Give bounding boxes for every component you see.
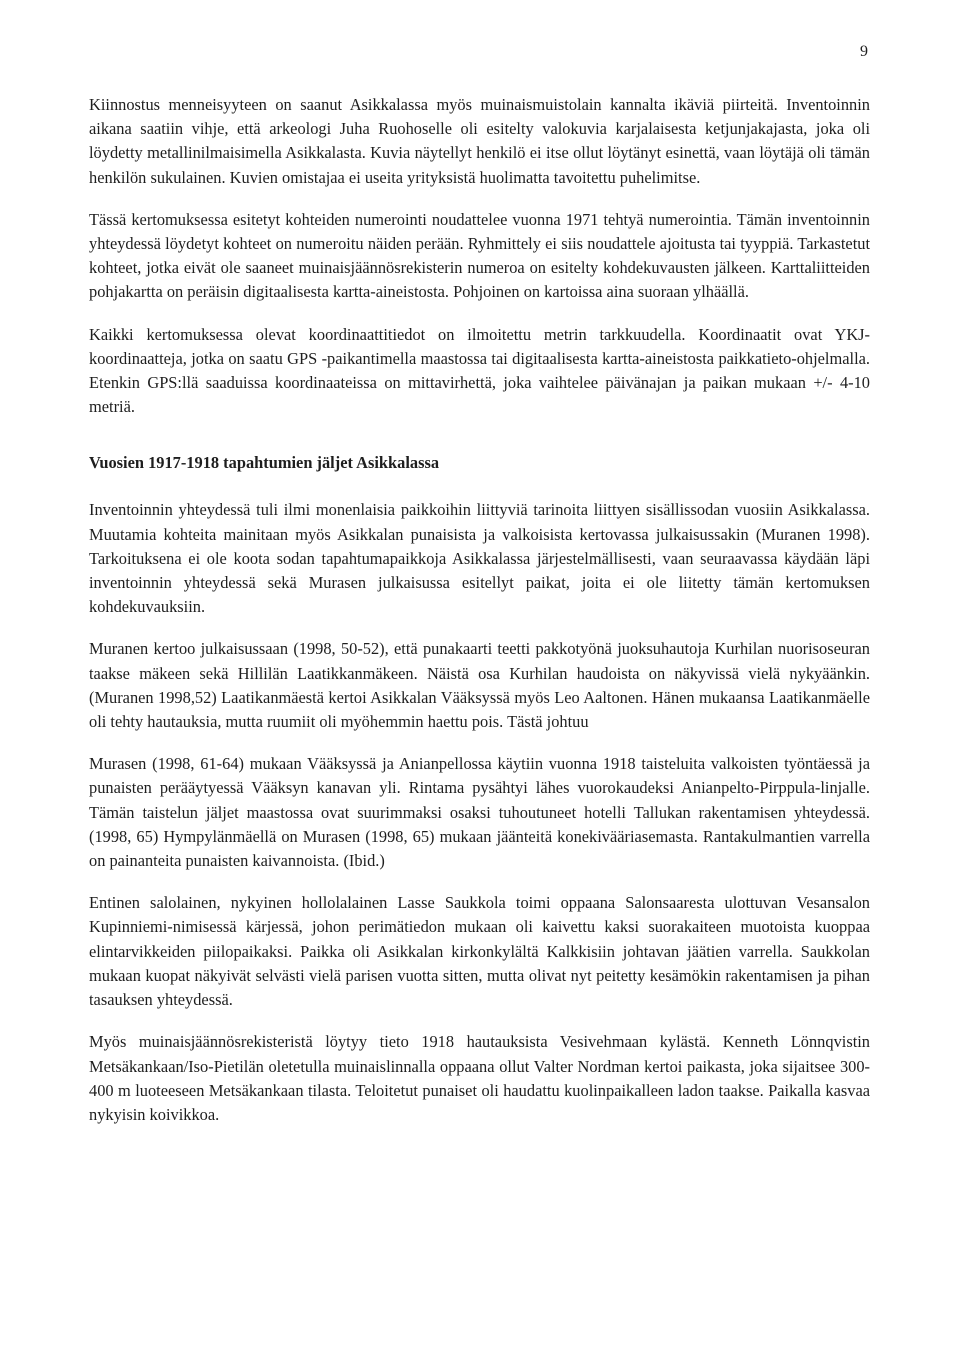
- paragraph-battles: Murasen (1998, 61-64) mukaan Vääksyssä ja Anianpellossa käytiin vuonna 1918 taisteluita valkoisten työntäessä ja punaisten perääytyessä Vääksyn kanavan yli. Rintama pysähtyi lähes vuorokaudeksi Anianpelto-Pirppula-linjalle. Tämän taistelun jäljet maastossa ovat suurimmaksi osaksi tuhoutuneet hotelli Tallukan rakentamisen yhteydessä. (1998, 65) Hympylänmäellä on Murasen (1998, 65) mukaan jäänteitä konekivääriasemasta. Rantakulmantien varrella on painanteita punaisten kaivannoista. (Ibid.): [89, 754, 870, 871]
- paragraph-food-pits: Entinen salolainen, nykyinen hollolalainen Lasse Saukkola toimi oppaana Salonsaaresta ulottuvan Vesansalon Kupinniemi-nimisessä kärjessä, johon perimätiedon mukaan oli kaivettu kaksi suorakaiteen muotoista kuoppaa elintarvikkeiden piilopaikaksi. Paikka oli Asikkalan kirkonkylältä Kalkkisiin johtavan jäätien varrella. Saukkolan mukaan kuopat näkyivät selvästi vielä parisen vuotta sitten, mutta olivat nyt peitetty kesämökin rakentamisen ja pihan tasauksen yhteydessä.: [89, 893, 870, 1010]
- page-number: 9: [860, 43, 868, 60]
- paragraph-coordinates: Kaikki kertomuksessa olevat koordinaattitiedot on ilmoitettu metrin tarkkuudella. Koordinaatit ovat YKJ-koordinaatteja, jotka on saatu GPS -paikantimella maastossa tai digitaalisesta kartta-aineistosta paikkatieto-ohjelmalla. Etenkin GPS:llä saaduissa koordinaateissa on mittavirhettä, joka vaihtelee päivänajan ja paikan mukaan +/- 4-10 metriä.: [89, 324, 870, 417]
- paragraph-numbering: Tässä kertomuksessa esitetyt kohteiden numerointi noudattelee vuonna 1971 tehtyä numerointia. Tämän inventoinnin yhteydessä löydetyt kohteet on numeroitu näiden perään. Ryhmittely ei siis noudattele ajoitusta tai tyyppiä. Tarkastetut kohteet, jotka eivät ole saaneet muinaisjäännösrekisterin numeroa on esitelty kohdekuvausten jälkeen. Karttaliitteiden pohjakartta on peräisin digitaalisesta kartta-aineistosta. Pohjoinen on kartoissa aina suoraan ylhäällä.: [89, 209, 870, 302]
- paragraph-trenches: Muranen kertoo julkaisussaan (1998, 50-52), että punakaarti teetti pakkotyönä juoksuhautoja Kurhilan nuorisoseuran taakse mäkeen sekä Hillilän Laatikkanmäkeen. Näistä osa Kurhilan haudoista on näkyvissä vielä nykyäänkin. (Muranen 1998,52) Laatikanmäestä kertoi Asikkalan Vääksyssä myös Leo Aaltonen. Hänen mukaansa Laatikanmäelle oli tehty hautauksia, mutta ruumiit oli myöhemmin haettu pois. Tästä johtuu: [89, 639, 870, 732]
- section-heading: Vuosien 1917-1918 tapahtumien jäljet Asikkalassa: [89, 453, 440, 473]
- paragraph-metal-detector-find: Kiinnostus menneisyyteen on saanut Asikkalassa myös muinaismuistolain kannalta ikäviä piirteitä. Inventoinnin aikana saatiin vihje, että arkeologi Juha Ruohoselle oli esitelty valokuvia karjalaisesta ketjunjakajasta, joka oli löydetty metallinilmaisimella Asikkalasta. Kuvia näytellyt henkilö ei itse ollut löytänyt esinettä, vaan löytäjä oli tämän henkilön sukulainen. Kuvien omistajaa ei useita yrityksistä huolimatta tavoitettu puhelimitse.: [89, 95, 870, 187]
- paragraph-burials: Myös muinaisjäännösrekisteristä löytyy tieto 1918 hautauksista Vesivehmaan kylästä. Kenneth Lönnqvistin Metsäkankaan/Iso-Pietilän oletetulla muinaislinnalla oppaana ollut Valter Nordman kertoi paikasta, joka sijaitsee 300-400 m luoteeseen Metsäkankaan tilasta. Teloitetut punaiset oli haudattu kuolinpaikalleen ladon taakse. Paikalla kasvaa nykyisin koivikkoa.: [89, 1032, 870, 1124]
- document-body: [89, 93, 870, 1127]
- paragraph-civil-war-intro: Inventoinnin yhteydessä tuli ilmi monenlaisia paikkoihin liittyviä tarinoita liittyen sisällissodan vuosiin Asikkalassa. Muutamia kohteita mainitaan myös Asikkalan punaisista ja valkoisista kertovassa julkaisussakin (Muranen 1998). Tarkoituksena ei ole koota sodan tapahtumapaikkoja Asikkalassa järjestelmällisesti, vaan seuraavassa käydään läpi inventoinnin yhteydessä sekä Murasen julkaisussa esitellyt paikat, joita ei ole liitetty tämän kertomuksen kohdekuvauksiin.: [89, 500, 870, 617]
